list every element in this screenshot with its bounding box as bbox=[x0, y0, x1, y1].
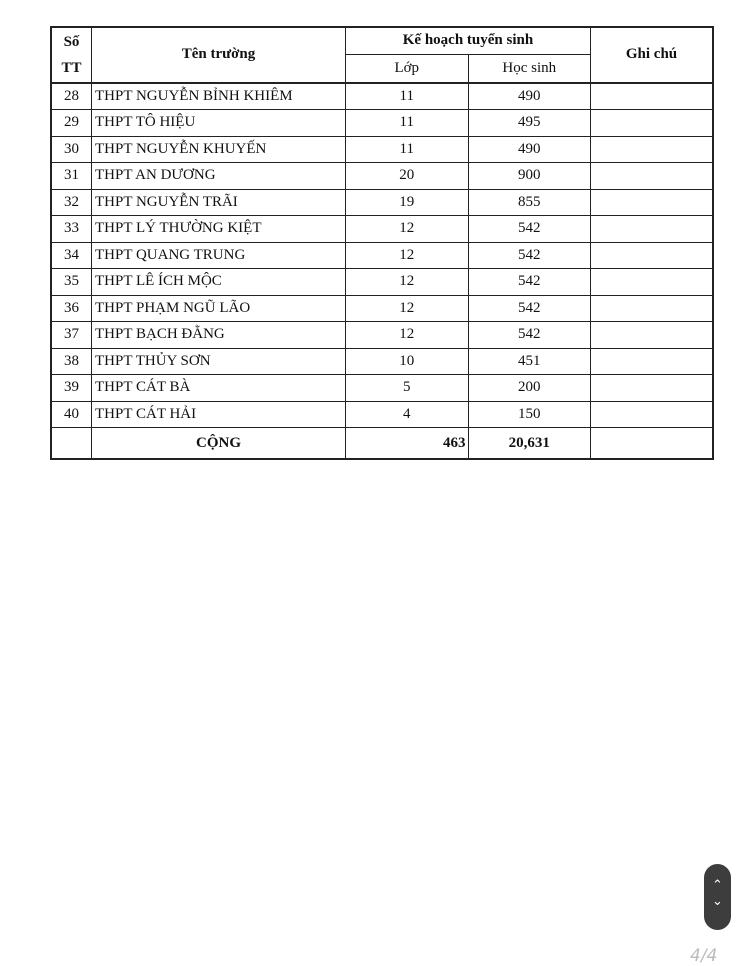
student-count: 542 bbox=[468, 269, 591, 296]
total-label: CỘNG bbox=[92, 428, 346, 460]
student-count: 855 bbox=[468, 189, 591, 216]
total-empty bbox=[51, 428, 92, 460]
table-row bbox=[51, 216, 713, 243]
class-count: 11 bbox=[346, 110, 469, 137]
school-name: THPT CÁT BÀ bbox=[92, 375, 346, 402]
student-count: 451 bbox=[468, 348, 591, 375]
table-row bbox=[51, 375, 713, 402]
student-count: 900 bbox=[468, 163, 591, 190]
class-count: 12 bbox=[346, 216, 469, 243]
school-name: THPT TÔ HIỆU bbox=[92, 110, 346, 137]
class-count: 12 bbox=[346, 242, 469, 269]
student-count: 490 bbox=[468, 136, 591, 163]
row-number: 36 bbox=[51, 295, 92, 322]
note-cell bbox=[591, 269, 714, 296]
school-name: THPT NGUYỄN KHUYẾN bbox=[92, 136, 346, 163]
row-number: 31 bbox=[51, 163, 92, 190]
row-number: 34 bbox=[51, 242, 92, 269]
student-count: 542 bbox=[468, 216, 591, 243]
note-cell bbox=[591, 295, 714, 322]
header-stt: Số TT bbox=[51, 27, 92, 83]
note-cell bbox=[591, 322, 714, 349]
note-cell bbox=[591, 136, 714, 163]
row-number: 38 bbox=[51, 348, 92, 375]
header-row-1 bbox=[51, 27, 713, 54]
total-row bbox=[51, 428, 713, 460]
table-row bbox=[51, 401, 713, 428]
row-number: 28 bbox=[51, 83, 92, 110]
note-cell bbox=[591, 163, 714, 190]
table-row bbox=[51, 348, 713, 375]
row-number: 39 bbox=[51, 375, 92, 402]
header-classes: Lớp bbox=[346, 54, 469, 83]
class-count: 5 bbox=[346, 375, 469, 402]
class-count: 12 bbox=[346, 322, 469, 349]
class-count: 12 bbox=[346, 269, 469, 296]
school-name: THPT LÝ THƯỜNG KIỆT bbox=[92, 216, 346, 243]
class-count: 4 bbox=[346, 401, 469, 428]
student-count: 542 bbox=[468, 295, 591, 322]
total-classes: 463 bbox=[346, 428, 469, 460]
header-plan: Kế hoạch tuyển sinh bbox=[346, 27, 591, 54]
note-cell bbox=[591, 83, 714, 110]
student-count: 542 bbox=[468, 242, 591, 269]
header-name: Tên trường bbox=[92, 27, 346, 83]
student-count: 150 bbox=[468, 401, 591, 428]
note-cell bbox=[591, 216, 714, 243]
student-count: 542 bbox=[468, 322, 591, 349]
row-number: 37 bbox=[51, 322, 92, 349]
header-note: Ghi chú bbox=[591, 27, 714, 83]
class-count: 11 bbox=[346, 83, 469, 110]
page-scroller[interactable] bbox=[704, 864, 731, 930]
table-row bbox=[51, 163, 713, 190]
school-name: THPT QUANG TRUNG bbox=[92, 242, 346, 269]
class-count: 12 bbox=[346, 295, 469, 322]
row-number: 35 bbox=[51, 269, 92, 296]
page-indicator: 4/4 bbox=[690, 946, 718, 966]
note-cell bbox=[591, 242, 714, 269]
chevron-up-icon[interactable]: ⌃ bbox=[712, 878, 723, 893]
table-row bbox=[51, 295, 713, 322]
class-count: 19 bbox=[346, 189, 469, 216]
class-count: 10 bbox=[346, 348, 469, 375]
school-name: THPT CÁT HẢI bbox=[92, 401, 346, 428]
table-row bbox=[51, 269, 713, 296]
table-row bbox=[51, 242, 713, 269]
row-number: 29 bbox=[51, 110, 92, 137]
row-number: 40 bbox=[51, 401, 92, 428]
student-count: 200 bbox=[468, 375, 591, 402]
table-row bbox=[51, 110, 713, 137]
note-cell bbox=[591, 110, 714, 137]
enrollment-table bbox=[50, 26, 714, 460]
school-name: THPT BẠCH ĐẰNG bbox=[92, 322, 346, 349]
school-name: THPT LÊ ÍCH MỘC bbox=[92, 269, 346, 296]
student-count: 490 bbox=[468, 83, 591, 110]
table-row bbox=[51, 136, 713, 163]
note-cell bbox=[591, 401, 714, 428]
row-number: 30 bbox=[51, 136, 92, 163]
school-name: THPT NGUYỄN BỈNH KHIÊM bbox=[92, 83, 346, 110]
table-row bbox=[51, 322, 713, 349]
school-name: THPT NGUYỄN TRÃI bbox=[92, 189, 346, 216]
row-number: 32 bbox=[51, 189, 92, 216]
chevron-down-icon[interactable]: ⌄ bbox=[712, 894, 723, 909]
note-cell bbox=[591, 348, 714, 375]
school-name: THPT PHẠM NGŨ LÃO bbox=[92, 295, 346, 322]
total-note bbox=[591, 428, 714, 460]
note-cell bbox=[591, 189, 714, 216]
school-name: THPT THỦY SƠN bbox=[92, 348, 346, 375]
note-cell bbox=[591, 375, 714, 402]
student-count: 495 bbox=[468, 110, 591, 137]
header-students: Học sinh bbox=[468, 54, 591, 83]
class-count: 20 bbox=[346, 163, 469, 190]
row-number: 33 bbox=[51, 216, 92, 243]
class-count: 11 bbox=[346, 136, 469, 163]
total-students: 20,631 bbox=[468, 428, 591, 460]
table-row bbox=[51, 189, 713, 216]
school-name: THPT AN DƯƠNG bbox=[92, 163, 346, 190]
table-row bbox=[51, 83, 713, 110]
